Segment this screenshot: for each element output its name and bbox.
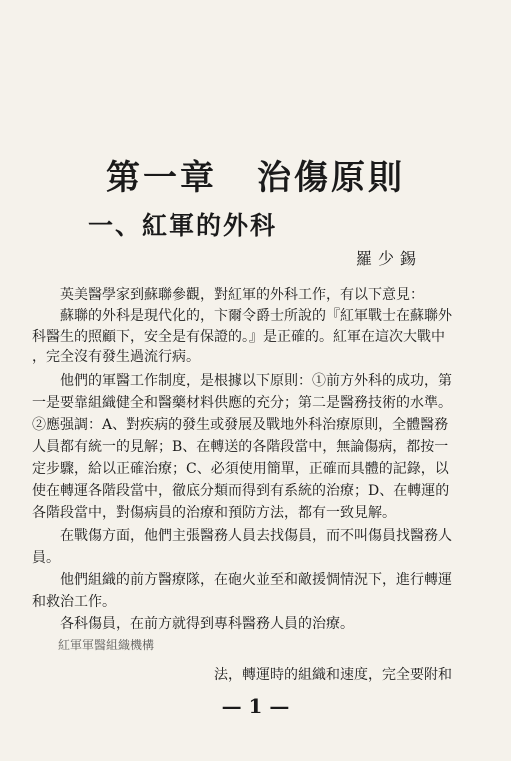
body-line: 英美醫學家到蘇聯參觀，對紅軍的外科工作，有以下意見： [60,287,424,303]
author-name: 羅少錫 [356,249,423,268]
body-line: 使在轉運各階段當中，徹底分類而得到有系統的治療；D、在轉運的 [32,483,450,499]
body-line: ，完全沒有發生過流行病。 [32,349,200,365]
body-line: ②應强調：A、對疾病的發生或發展及戰地外科治療原則，全體醫務 [32,417,449,433]
section-title: 一、紅軍的外科 [88,211,278,240]
body-line-last: 法，轉運時的組織和速度，完全要附和 [214,667,452,683]
body-line: 和救治工作。 [32,594,116,610]
body-line: 他們的軍醫工作制度，是根據以下原則：①前方外科的成功，第 [60,373,452,389]
body-line: 各科傷員，在前方就得到專科醫務人員的治療。 [60,616,354,632]
body-line: 一是要靠組織健全和醫藥材料供應的充分；第二是醫務技術的水準。 [32,395,452,411]
body-line: 科醫生的照顧下，安全是有保證的。』是正確的。紅軍在這次大戰中 [32,329,445,345]
page-number: — 1 — [221,694,290,718]
bleed-through-line: 紅軍軍醫組織機構 [58,638,155,652]
body-line: 他們組織的前方醫療隊，在砲火並至和敵援惆情況下，進行轉運 [60,572,452,588]
body-line: 定步驟，給以正確治療；C、必須使用簡單，正確而具體的記錄，以 [32,461,449,477]
body-line: 蘇聯的外科是現代化的，卞爾令爵士所說的『紅軍戰士在蘇聯外 [60,308,452,324]
chapter-name: 治傷原則 [257,158,405,198]
body-line: 員。 [32,550,60,566]
body-line: 各階段當中，對傷病員的治療和預防方法，都有一致見解。 [32,505,396,521]
chapter-title [0,150,511,199]
body-line: 人員都有統一的見解；B、在轉送的各階段當中，無論傷病，都按一 [32,439,449,455]
chapter-number: 第一章 [106,158,217,198]
body-line: 在戰傷方面，他們主張醫務人員去找傷員，而不叫傷員找醫務人 [60,528,452,544]
